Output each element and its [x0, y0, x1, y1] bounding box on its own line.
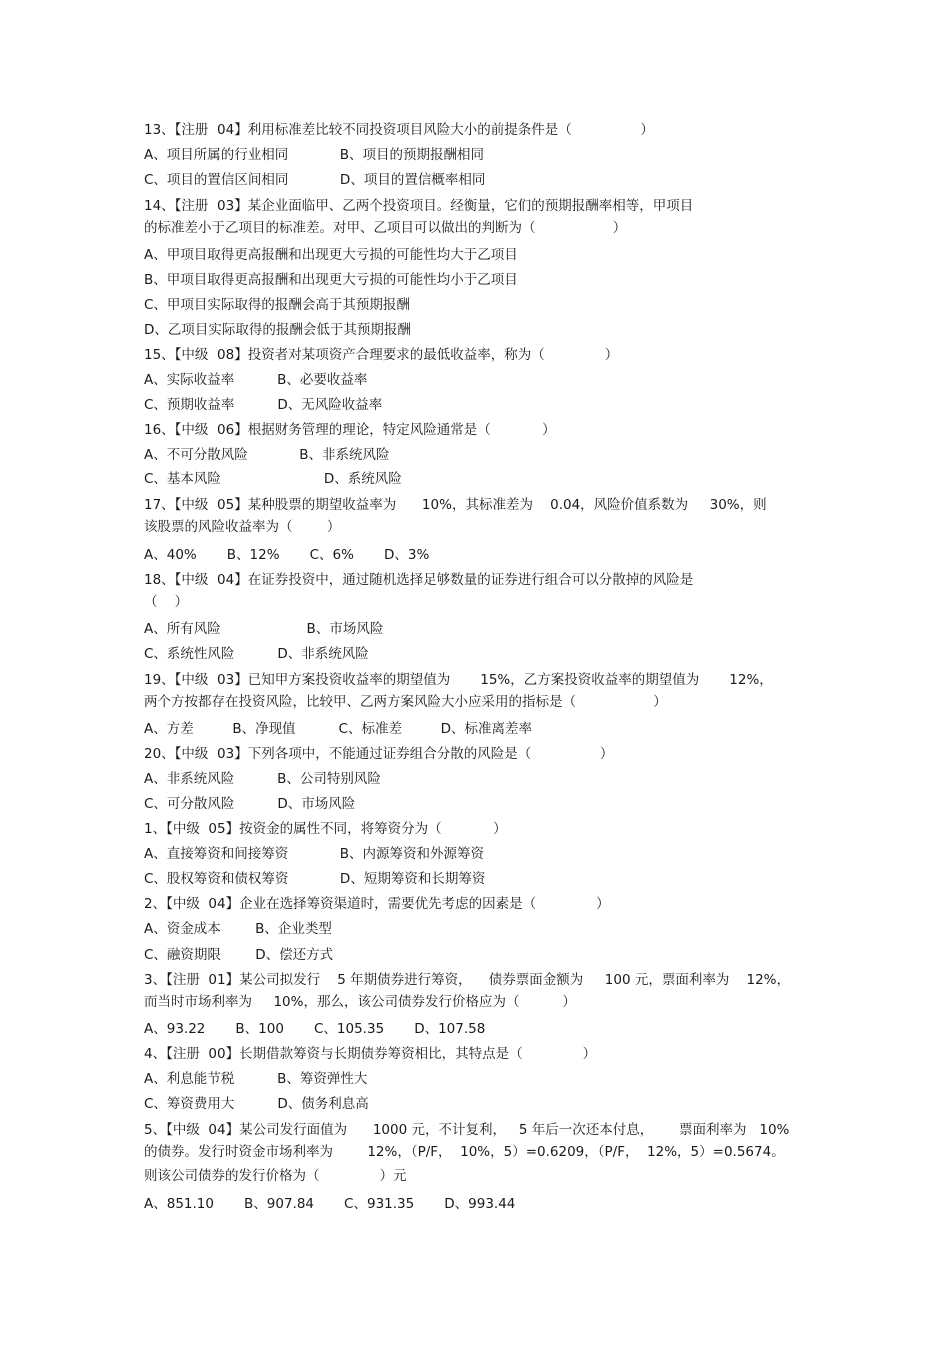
q18-options-ab: A、所有风险 B、市场风险 [144, 621, 384, 637]
q2-options-cd: C、融资期限 D、偿还方式 [144, 947, 334, 963]
q5-stem-line2: 的债券。发行时资金市场利率为 12%，（P/F， 10%，5）=0.6209，（P/F， 12%，5）=0.5674。 [144, 1144, 785, 1160]
q1-options-ab: A、直接筹资和间接筹资 B、内源筹资和外源筹资 [144, 846, 484, 862]
q3-stem-line2: 而当时市场利率为 10%，那么，该公司债券发行价格应为（ ） [144, 994, 576, 1010]
q17-stem-line2: 该股票的风险收益率为（ ） [144, 519, 341, 535]
q20-options-cd: C、可分散风险 D、市场风险 [144, 796, 356, 812]
q17-stem-line1: 17、【中级 05】某种股票的期望收益率为 10%，其标准差为 0.04，风险价值系数为 30%，则 [144, 497, 767, 513]
q15-options-cd: C、预期收益率 D、无风险收益率 [144, 397, 383, 413]
q13-options-ab: A、项目所属的行业相同 B、项目的预期报酬相同 [144, 147, 484, 163]
q13-options-cd: C、项目的置信区间相同 D、项目的置信概率相同 [144, 172, 486, 188]
q2-options-ab: A、资金成本 B、企业类型 [144, 921, 332, 937]
q16-stem: 16、【中级 06】根据财务管理的理论，特定风险通常是（ ） [144, 422, 556, 438]
q4-options-ab: A、利息能节税 B、筹资弹性大 [144, 1071, 368, 1087]
q5-options: A、851.10 B、907.84 C、931.35 D、993.44 [144, 1196, 516, 1212]
q16-options-ab: A、不可分散风险 B、非系统风险 [144, 447, 390, 463]
q19-stem-line2: 两个方按都存在投资风险，比较甲、乙两方案风险大小应采用的指标是（ ） [144, 694, 667, 710]
q20-stem: 20、【中级 03】下列各项中，不能通过证券组合分散的风险是（ ） [144, 746, 614, 762]
q14-option-b: B、甲项目取得更高报酬和出现更大亏损的可能性均小于乙项目 [144, 272, 518, 288]
q14-stem-line1: 14、【注册 03】某企业面临甲、乙两个投资项目。经衡量，它们的预期报酬率相等，甲项目 [144, 198, 694, 214]
q17-options: A、40% B、12% C、6% D、3% [144, 547, 430, 563]
q14-stem-line2: 的标准差小于乙项目的标准差。对甲、乙项目可以做出的判断为（ ） [144, 220, 627, 236]
q14-option-a: A、甲项目取得更高报酬和出现更大亏损的可能性均大于乙项目 [144, 247, 518, 263]
q19-options: A、方差 B、净现值 C、标准差 D、标准离差率 [144, 721, 532, 737]
q16-options-cd: C、基本风险 D、系统风险 [144, 471, 402, 487]
q15-options-ab: A、实际收益率 B、必要收益率 [144, 372, 368, 388]
q18-options-cd: C、系统性风险 D、非系统风险 [144, 646, 369, 662]
q13-stem: 13、【注册 04】利用标准差比较不同投资项目风险大小的前提条件是（ ） [144, 122, 654, 138]
q14-option-d: D、乙项目实际取得的报酬会低于其预期报酬 [144, 322, 411, 338]
q3-options: A、93.22 B、100 C、105.35 D、107.58 [144, 1021, 486, 1037]
q5-stem-line3: 则该公司债券的发行价格为（ ）元 [144, 1168, 407, 1184]
q14-option-c: C、甲项目实际取得的报酬会高于其预期报酬 [144, 297, 410, 313]
q3-stem-line1: 3、【注册 01】某公司拟发行 5 年期债券进行筹资， 债券票面金额为 100 元，票面利率为 12%， [144, 972, 790, 988]
q2-stem: 2、【中级 04】企业在选择筹资渠道时，需要优先考虑的因素是（ ） [144, 896, 610, 912]
q15-stem: 15、【中级 08】投资者对某项资产合理要求的最低收益率，称为（ ） [144, 347, 619, 363]
q18-stem-line1: 18、【中级 04】在证券投资中，通过随机选择足够数量的证券进行组合可以分散掉的风险是 [144, 572, 694, 588]
q4-options-cd: C、筹资费用大 D、债务利息高 [144, 1096, 369, 1112]
q1-stem: 1、【中级 05】按资金的属性不同，将筹资分为（ ） [144, 821, 507, 837]
q1-options-cd: C、股权筹资和债权筹资 D、短期筹资和长期筹资 [144, 871, 486, 887]
q19-stem-line1: 19、【中级 03】已知甲方案投资收益率的期望值为 15%，乙方案投资收益率的期望值为 12%， [144, 672, 773, 688]
q18-stem-line2: （ ） [144, 594, 189, 610]
q5-stem-line1: 5、【中级 04】某公司发行面值为 1000 元，不计复利， 5 年后一次还本付息， 票面利率为 10% [144, 1122, 790, 1138]
q4-stem: 4、【注册 00】长期借款筹资与长期债券筹资相比，其特点是（ ） [144, 1046, 597, 1062]
q20-options-ab: A、非系统风险 B、公司特别风险 [144, 771, 381, 787]
